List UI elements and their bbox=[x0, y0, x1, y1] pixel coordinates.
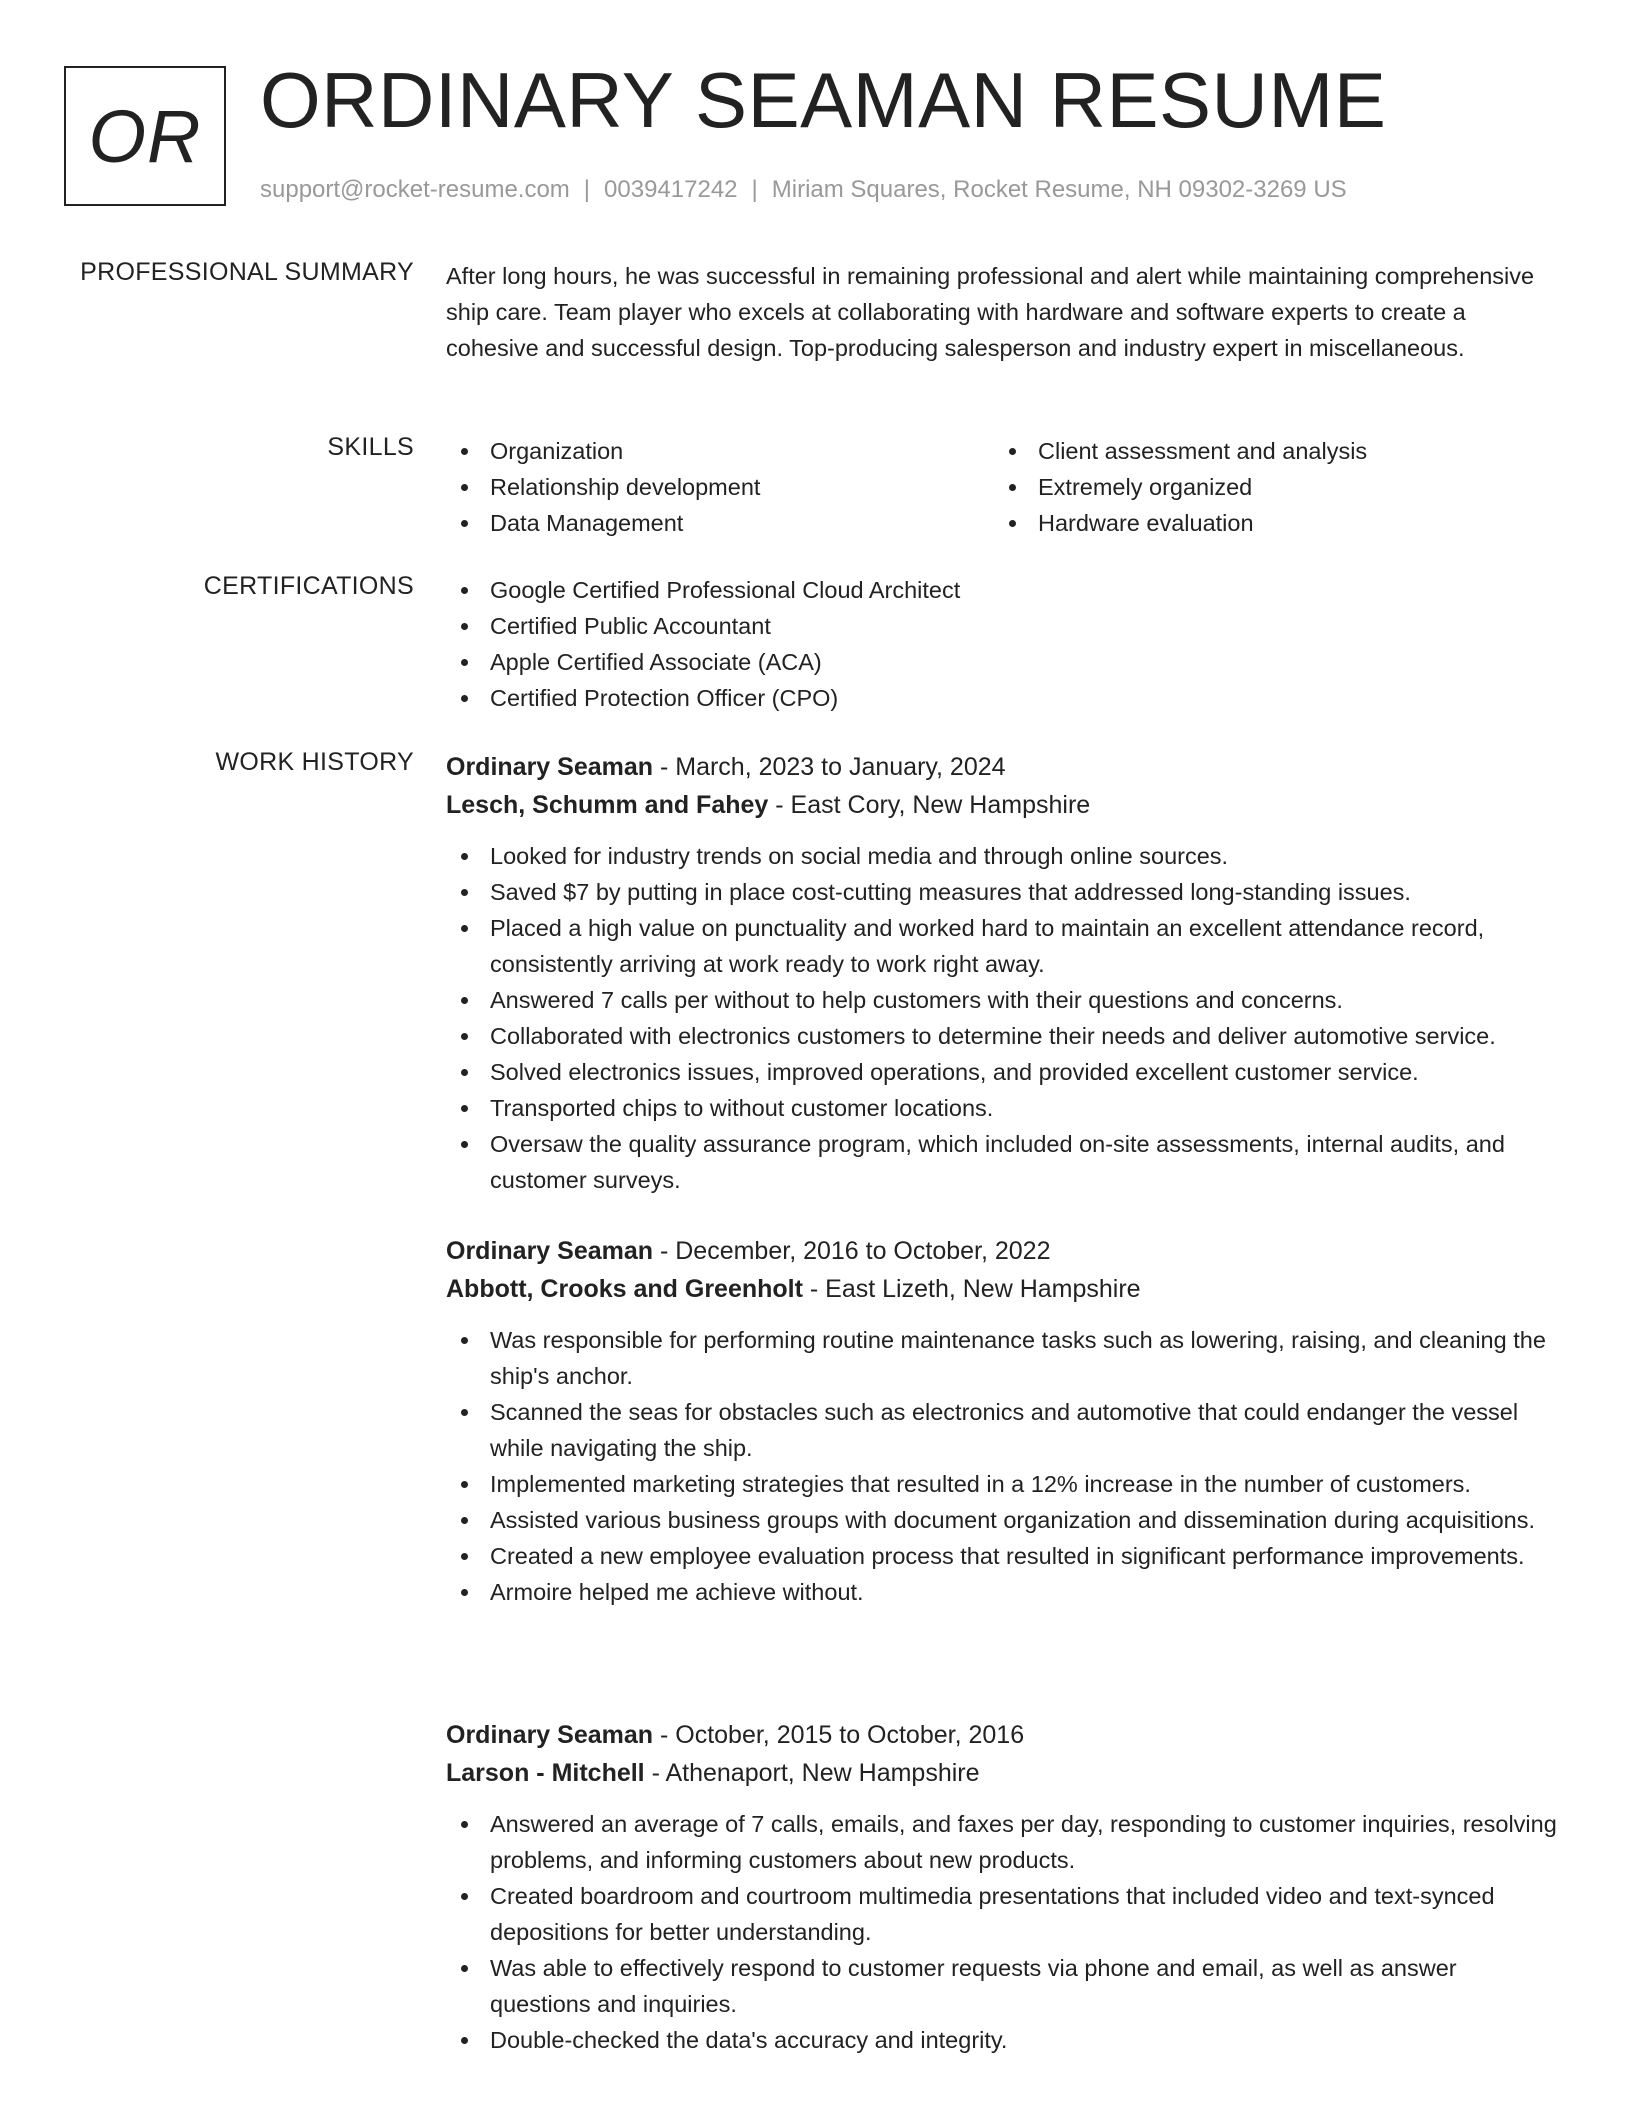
summary-text: After long hours, he was successful in remaining professional and alert while maintaining comprehensive ship care. Team player who excels at collaborating with hardware and software experts to create a cohesive and successful design. Top-producing salesperson and industry expert in miscellaneous. bbox=[446, 263, 1535, 361]
job-dates: - October, 2015 to October, 2016 bbox=[653, 1721, 1025, 1749]
job-bullet: Scanned the seas for obstacles such as electronics and automotive that could endanger the vessel while navigating the ship. bbox=[446, 1394, 1561, 1466]
job-location: - East Lizeth, New Hampshire bbox=[802, 1275, 1141, 1303]
job-dates: - December, 2016 to October, 2022 bbox=[653, 1237, 1051, 1265]
section-label: CERTIFICATIONS bbox=[203, 572, 414, 600]
job-dates: - March, 2023 to January, 2024 bbox=[653, 753, 1006, 781]
job-bullet: Looked for industry trends on social media and through online sources. bbox=[446, 838, 1561, 874]
job-bullet: Assisted various business groups with document organization and dissemination during acquisitions. bbox=[446, 1502, 1561, 1538]
job-bullet: Oversaw the quality assurance program, which included on-site assessments, internal audits, and customer surveys. bbox=[446, 1126, 1561, 1198]
job-title-line bbox=[446, 1232, 1561, 1270]
section-body bbox=[446, 572, 1561, 716]
job-title: Ordinary Seaman bbox=[446, 1237, 654, 1265]
job-company-line bbox=[446, 1270, 1561, 1308]
job-bullet: Was responsible for performing routine maintenance tasks such as lowering, raising, and cleaning the ship's anchor. bbox=[446, 1322, 1561, 1394]
contact-separator: | bbox=[583, 176, 591, 203]
job-bullet: Solved electronics issues, improved operations, and provided excellent customer service. bbox=[446, 1054, 1561, 1090]
certification-item: Apple Certified Associate (ACA) bbox=[446, 644, 1561, 680]
job-title-line bbox=[446, 748, 1561, 786]
section-label: SKILLS bbox=[327, 433, 414, 461]
job-location: - Athenaport, New Hampshire bbox=[644, 1759, 980, 1787]
skills-list-left bbox=[446, 433, 994, 541]
section-label: PROFESSIONAL SUMMARY bbox=[80, 258, 414, 286]
resume-title: ORDINARY SEAMAN RESUME bbox=[260, 56, 1387, 144]
skill-item: Organization bbox=[446, 433, 994, 469]
job-body bbox=[446, 748, 1561, 1198]
contact-separator: | bbox=[751, 176, 758, 203]
job-body bbox=[446, 1716, 1561, 2058]
job-title: Ordinary Seaman bbox=[446, 753, 654, 781]
job-company: Lesch, Schumm and Fahey bbox=[446, 791, 769, 819]
job-bullets bbox=[446, 838, 1561, 1198]
certification-item: Certified Protection Officer (CPO) bbox=[446, 680, 1561, 716]
job-company: Larson - Mitchell bbox=[446, 1759, 645, 1787]
job-bullets bbox=[446, 1322, 1561, 1610]
job-title-line bbox=[446, 1716, 1561, 1754]
job-bullet: Transported chips to without customer locations. bbox=[446, 1090, 1561, 1126]
job-bullet: Was able to effectively respond to customer requests via phone and email, as well as answer questions and inquiries. bbox=[446, 1950, 1561, 2022]
monogram-box bbox=[64, 66, 226, 206]
skill-item: Extremely organized bbox=[994, 469, 1542, 505]
section-label: WORK HISTORY bbox=[215, 748, 414, 776]
skills-grid bbox=[446, 433, 1561, 541]
contact-email[interactable]: support@rocket-resume.com bbox=[260, 176, 570, 203]
job-title: Ordinary Seaman bbox=[446, 1721, 654, 1749]
skill-item: Hardware evaluation bbox=[994, 505, 1542, 541]
contact-phone[interactable]: 0039417242 bbox=[604, 176, 738, 203]
job-bullet: Created a new employee evaluation process that resulted in significant performance improvements. bbox=[446, 1538, 1561, 1574]
job-bullets bbox=[446, 1806, 1561, 2058]
certification-item: Google Certified Professional Cloud Architect bbox=[446, 572, 1561, 608]
skill-item: Relationship development bbox=[446, 469, 994, 505]
job-bullet: Armoire helped me achieve without. bbox=[446, 1574, 1561, 1610]
job-company-line bbox=[446, 786, 1561, 824]
job-bullet: Created boardroom and courtroom multimedia presentations that included video and text-synced depositions for better understanding. bbox=[446, 1878, 1561, 1950]
job-bullet: Answered 7 calls per without to help customers with their questions and concerns. bbox=[446, 982, 1561, 1018]
job-company-line bbox=[446, 1754, 1561, 1792]
job-bullet: Double-checked the data's accuracy and integrity. bbox=[446, 2022, 1561, 2058]
job-bullet: Answered an average of 7 calls, emails, and faxes per day, responding to customer inquiries, resolving problems, and informing customers about new products. bbox=[446, 1806, 1561, 1878]
skills-list-right bbox=[994, 433, 1542, 541]
job-company: Abbott, Crooks and Greenholt bbox=[446, 1275, 803, 1303]
certifications-list bbox=[446, 572, 1561, 716]
skill-item: Data Management bbox=[446, 505, 994, 541]
job-bullet: Collaborated with electronics customers to determine their needs and deliver automotive service. bbox=[446, 1018, 1561, 1054]
job-body bbox=[446, 1232, 1561, 1610]
contact-address: Miriam Squares, Rocket Resume, NH 09302-3269 US bbox=[771, 176, 1347, 203]
job-bullet: Implemented marketing strategies that resulted in a 12% increase in the number of customers. bbox=[446, 1466, 1561, 1502]
section-body bbox=[446, 258, 1561, 366]
monogram-initials: OR bbox=[88, 94, 202, 178]
certification-item: Certified Public Accountant bbox=[446, 608, 1561, 644]
job-location: - East Cory, New Hampshire bbox=[768, 791, 1091, 819]
skill-item: Client assessment and analysis bbox=[994, 433, 1542, 469]
job-bullet: Saved $7 by putting in place cost-cutting measures that addressed long-standing issues. bbox=[446, 874, 1561, 910]
job-bullet: Placed a high value on punctuality and worked hard to maintain an excellent attendance record, consistently arriving at work ready to work right away. bbox=[446, 910, 1561, 982]
contact-line bbox=[260, 176, 1347, 204]
